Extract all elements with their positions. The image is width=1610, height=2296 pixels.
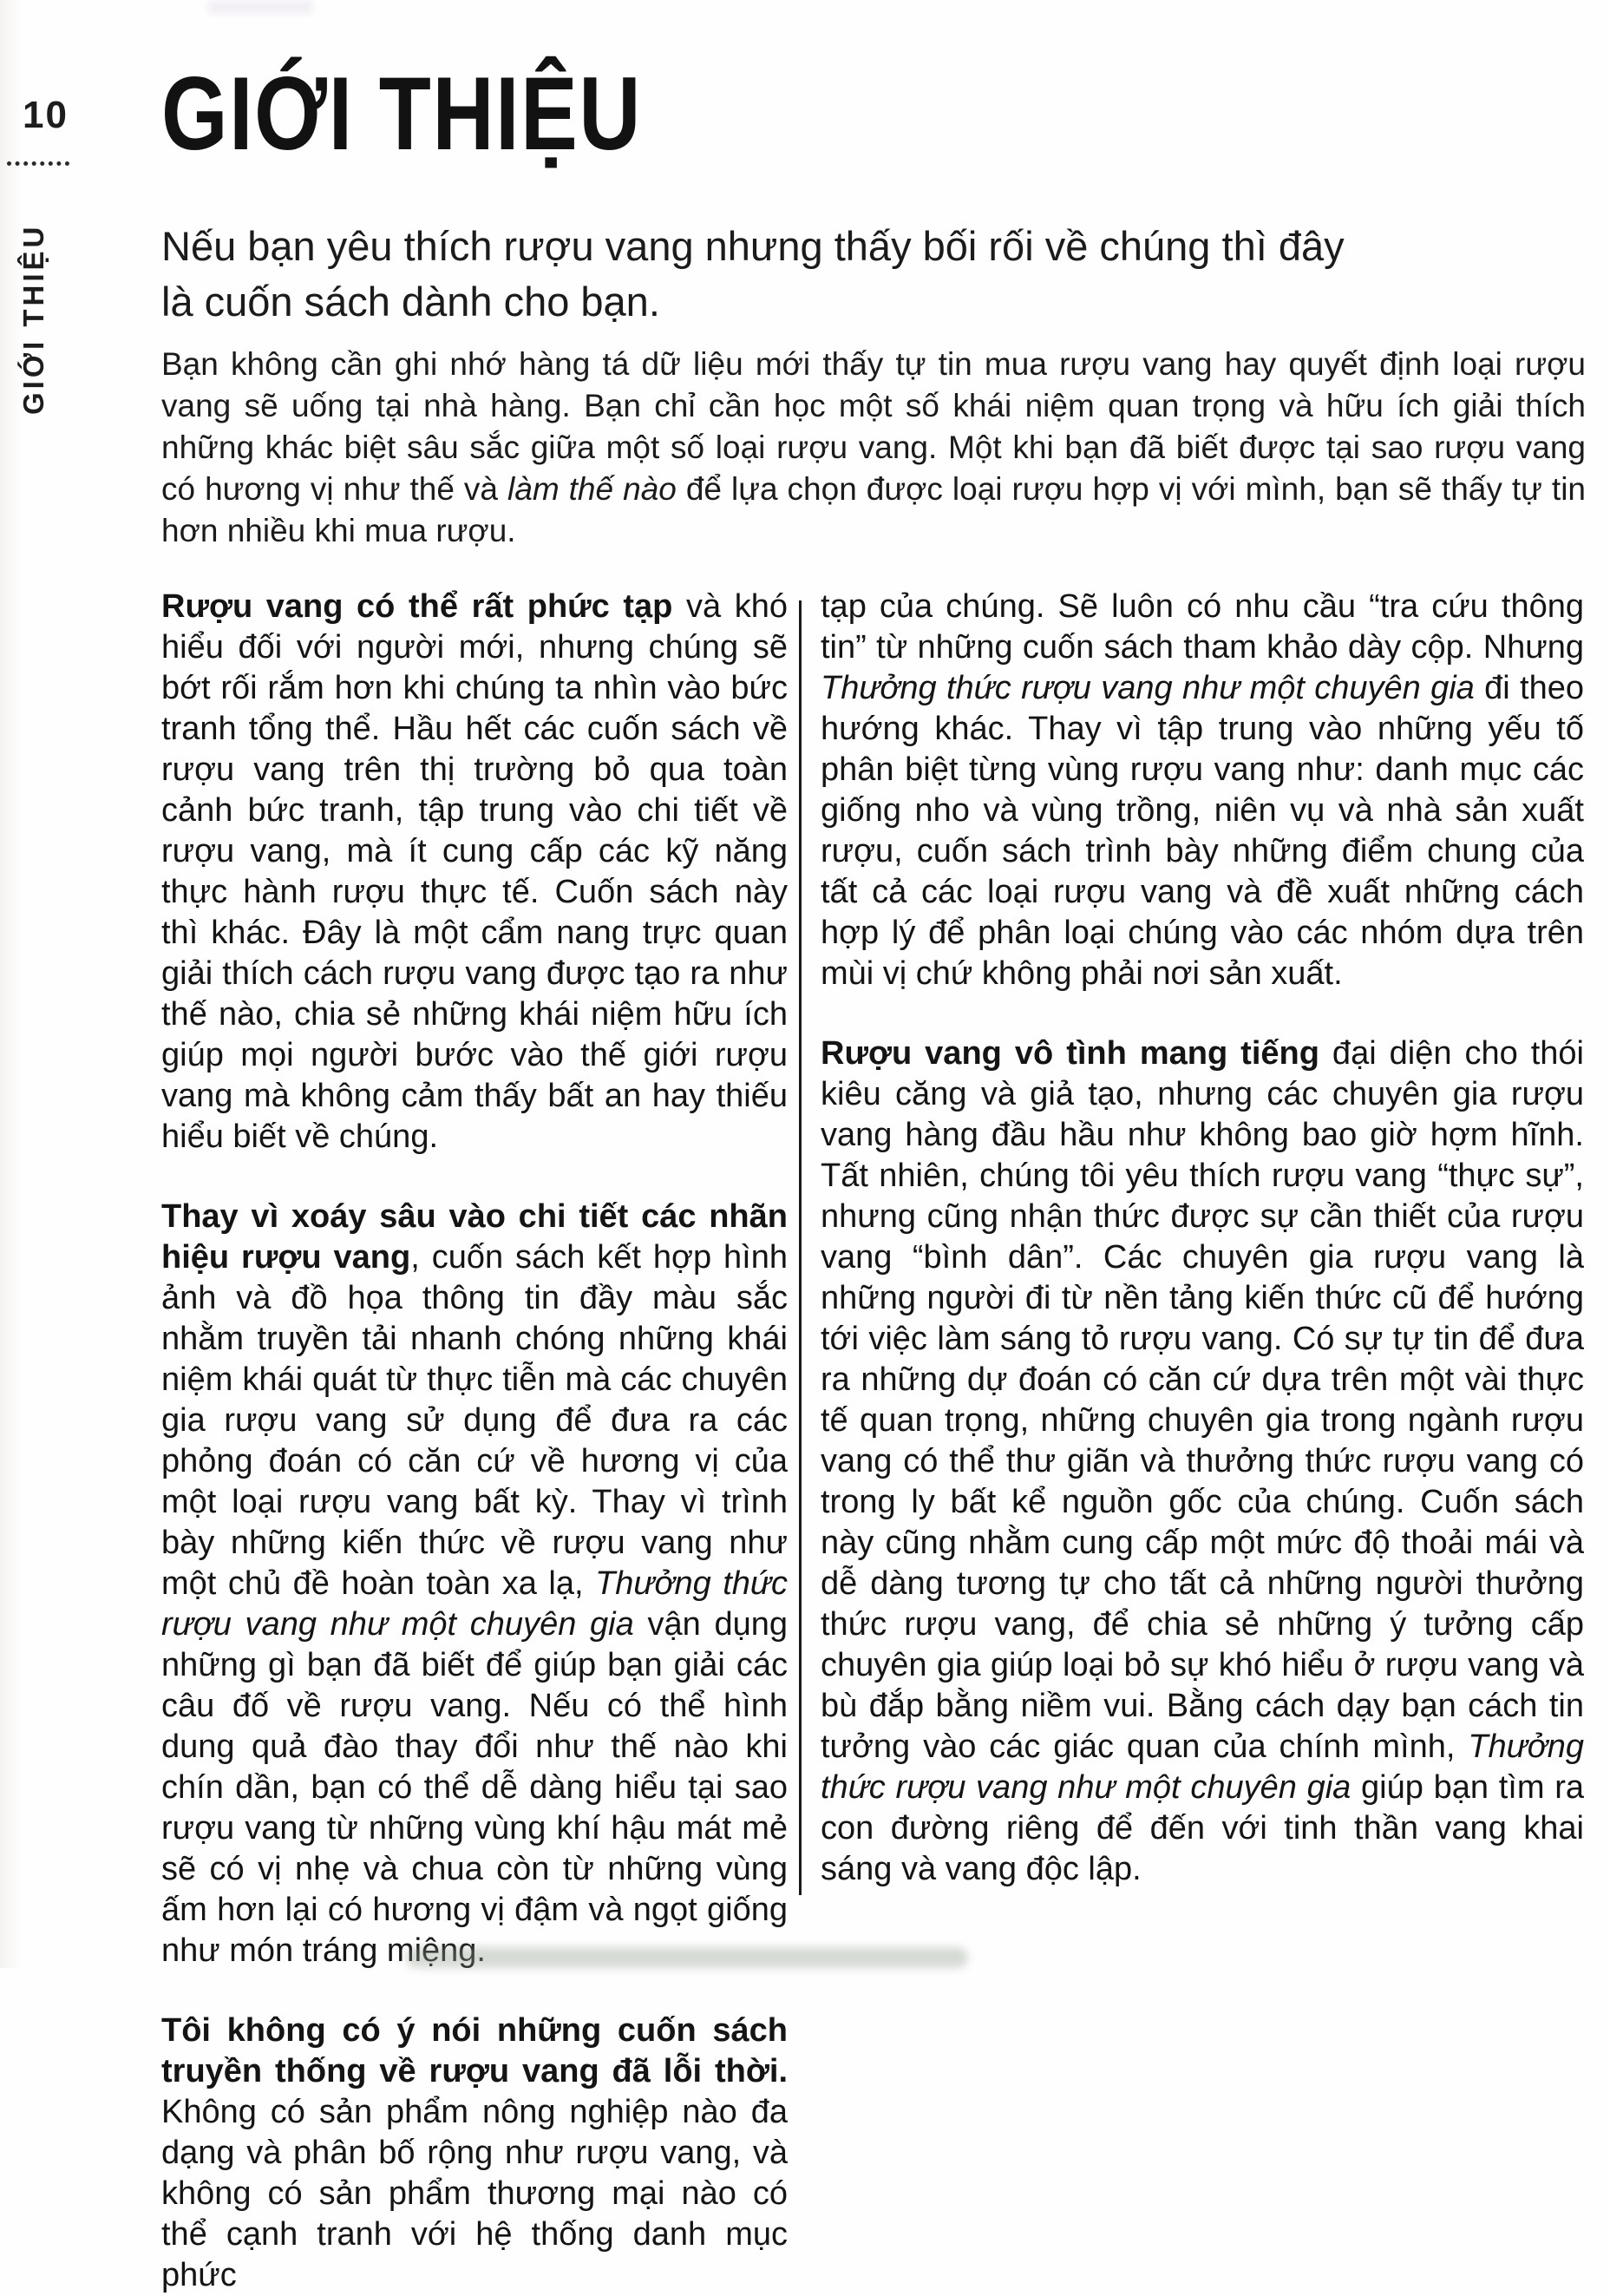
body-paragraph: Thay vì xoáy sâu vào chi tiết các nhãn hiệu rượu vang, cuốn sách kết hợp hình ảnh và đồ họa thông tin đầy màu sắc nhằm truyền tải nhanh chóng những khái niệm khái quát từ thực tiễn mà các chuyên gia rượu vang sử dụng để đưa ra các phỏng đoán có căn cứ về hương vị của một loại rượu vang bất kỳ. Thay vì trình bày những kiến thức về rượu vang như một chủ đề hoàn toàn xa lạ, Thưởng thức rượu vang như một chuyên gia vận dụng những gì bạn đã biết để giúp bạn giải các câu đố về rượu vang. Nếu có thể hình dung quả đào thay đổi như thế nào khi chín dần, bạn có thể dễ dàng hiểu tại sao rượu vang từ những vùng khí hậu mát mẻ sẽ có vị nhẹ và chua còn từ những vùng ấm hơn lại có hương vị đậm và ngọt giống như món tráng miệng. [161,1198,788,1969]
intro-paragraph: Bạn không cần ghi nhớ hàng tá dữ liệu mới thấy tự tin mua rượu vang hay quyết định loại rượu vang sẽ uống tại nhà hàng. Bạn chỉ cần học một số khái niệm quan trọng và hữu ích giải thích những khác biệt sâu sắc giữa một số loại rượu vang. Một khi bạn đã biết được tại sao rượu vang có hương vị như thế và làm thế nào để lựa chọn được loại rượu hợp vị với mình, bạn sẽ thấy tự tin hơn nhiều khi mua rượu. [161,346,1586,548]
page-title: GIỚI THIỆU [161,56,643,172]
dotted-rule [7,161,69,166]
scan-artifact [208,0,312,14]
body-paragraph: Rượu vang vô tình mang tiếng đại diện cho thói kiêu căng và giả tạo, nhưng các chuyên gia rượu vang hàng đầu hầu như không bao giờ hợm hĩnh. Tất nhiên, chúng tôi yêu thích rượu vang “thực sự”, nhưng cũng nhận thức được sự cần thiết của rượu vang “bình dân”. Các chuyên gia rượu vang là những người đi từ nền tảng kiến thức cũ để hướng tới việc làm sáng tỏ rượu vang. Có sự tự tin để đưa ra những dự đoán có căn cứ dựa trên một vài thực tế quan trọng, những chuyên gia trong ngành rượu vang có thể thư giãn và thưởng thức rượu vang có trong ly bất kể nguồn gốc của chúng. Cuốn sách này cũng nhằm cung cấp một mức độ thoải mái và dễ dàng tương tự cho tất cả những người thưởng thức rượu vang, để chia sẻ những ý tưởng cấp chuyên gia giúp loại bỏ sự khó hiểu ở rượu vang và bù đắp bằng niềm vui. Bằng cách dạy bạn cách tin tưởng vào các giác quan của chính mình, Thưởng thức rượu vang như một chuyên gia giúp bạn tìm ra con đường riêng để đến với tinh thần vang khai sáng và vang độc lập. [821,1035,1584,1887]
subtitle-line-2: là cuốn sách dành cho bạn. [161,279,660,325]
right-column [821,587,1584,1890]
column-divider [799,600,802,1895]
subtitle-line-1: Nếu bạn yêu thích rượu vang nhưng thấy bối rối về chúng thì đây [161,223,1345,269]
page-number: 10 [23,94,69,136]
body-paragraph: tạp của chúng. Sẽ luôn có nhu cầu “tra cứu thông tin” từ những cuốn sách tham khảo dày cộp. Nhưng Thưởng thức rượu vang như một chuyên gia đi theo hướng khác. Thay vì tập trung vào những yếu tố phân biệt từng vùng rượu vang như: danh mục các giống nho và vùng trồng, niên vụ và nhà sản xuất rượu, cuốn sách trình bày những điểm chung của tất cả các loại rượu vang và đề xuất những cách hợp lý để phân loại chúng vào các nhóm dựa trên mùi vị chứ không phải nơi sản xuất. [821,588,1584,992]
page-subtitle [161,219,1593,330]
body-paragraph: Tôi không có ý nói những cuốn sách truyền thống về rượu vang đã lỗi thời. Không có sản phẩm nông nghiệp nào đa dạng và phân bố rộng như rượu vang, và không có sản phẩm thương mại nào có thể cạnh tranh với hệ thống danh mục phức [161,2012,788,2293]
chapter-margin-label: GIỚI THIỆU [17,223,49,415]
body-paragraph: Rượu vang có thể rất phức tạp và khó hiểu đối với người mới, nhưng chúng sẽ bớt rối rắm hơn khi chúng ta nhìn vào bức tranh tổng thể. Hầu hết các cuốn sách về rượu vang trên thị trường bỏ qua toàn cảnh bức tranh, tập trung vào chi tiết về rượu vang, mà ít cung cấp các kỹ năng thực hành rượu thực tế. Cuốn sách này thì khác. Đây là một cẩm nang trực quan giải thích cách rượu vang được tạo ra như thế nào, chia sẻ những khái niệm hữu ích giúp mọi người bước vào thế giới rượu vang mà không cảm thấy bất an hay thiếu hiểu biết về chúng. [161,588,788,1155]
left-column [161,587,788,2296]
scan-artifact [406,1947,968,1968]
